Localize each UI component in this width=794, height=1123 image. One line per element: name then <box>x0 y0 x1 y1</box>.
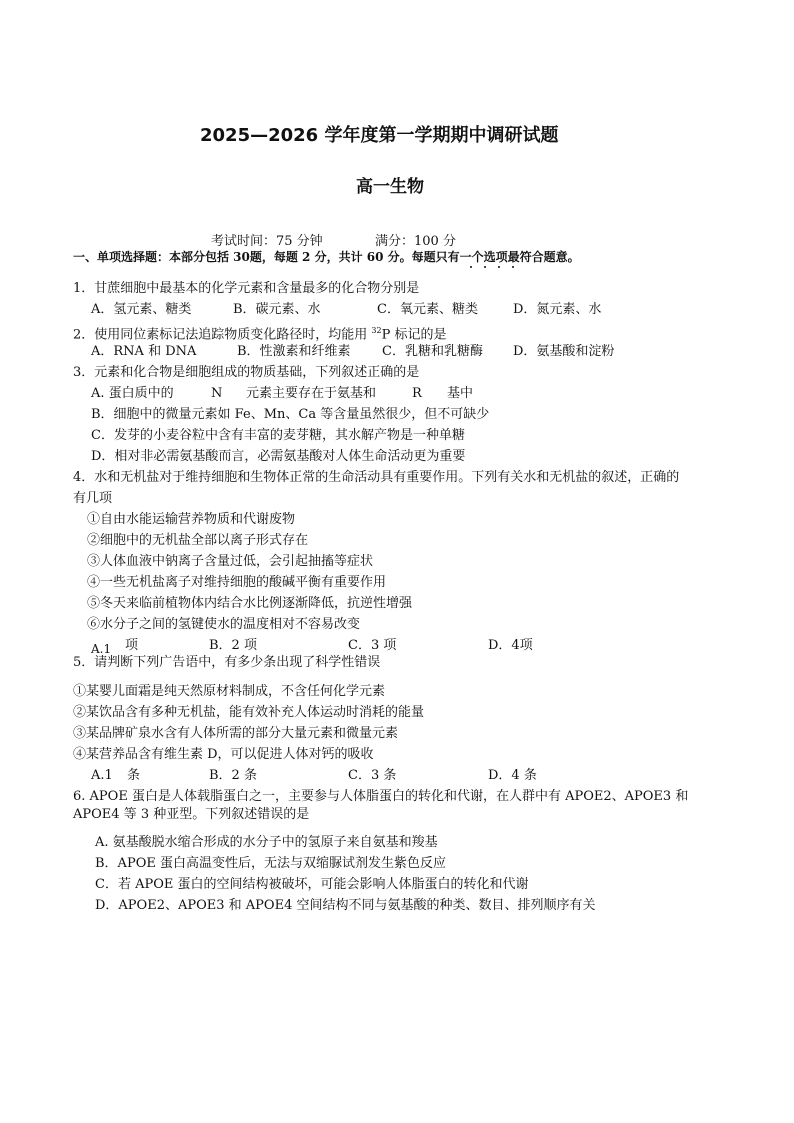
q3-option-a-part3: 元素主要存在于氨基和 <box>246 386 377 401</box>
q6-stem-line1: 6. APOE 蛋白是人体载脂蛋白之一，主要参与人体脂蛋白的转化和代谢，在人群中有 APOE2、APOE3 和 <box>73 789 689 804</box>
q4-item-5: ⑤冬天来临前植物体内结合水比例逐渐降低，抗逆性增强 <box>87 596 413 611</box>
subject-title: 高一生物 <box>356 177 424 197</box>
q2-option-a: A．RNA 和 DNA <box>91 344 197 359</box>
q4-item-3: ③人体血液中钠离子含量过低，会引起抽搐等症状 <box>87 554 374 569</box>
q1-option-d: D．氮元素、水 <box>513 302 602 317</box>
q4-item-1: ①自由水能运输营养物质和代谢废物 <box>87 512 296 527</box>
emphasis-dots <box>470 266 520 270</box>
q3-option-a-part1: A. 蛋白质中的 <box>91 386 174 401</box>
q6-stem-line2: APOE4 等 3 种亚型。下列叙述错误的是 <box>73 807 310 822</box>
q5-item-4: ④某营养品含有维生素 D，可以促进人体对钙的吸收 <box>73 747 374 762</box>
q6-option-d: D．APOE2、APOE3 和 APOE4 空间结构不同与氨基酸的种类、数目、排列顺序有关 <box>95 898 596 913</box>
q5-option-a-number: A.1 <box>91 768 113 783</box>
q5-item-2: ②某饮品含有多种无机盐，能有效补充人体运动时消耗的能量 <box>73 705 425 720</box>
q4-stem-line1: 4．水和无机盐对于维持细胞和生物体正常的生命活动具有重要作用。下列有关水和无机盐的叙述，正确的 <box>73 470 680 485</box>
q2-option-d: D．氨基酸和淀粉 <box>513 344 615 359</box>
q3-option-d: D．相对非必需氨基酸而言，必需氨基酸对人体生命活动更为重要 <box>91 449 466 464</box>
exam-time: 考试时间：75 分钟 <box>211 234 323 249</box>
q4-option-a-number: A.1 <box>91 642 112 656</box>
q4-option-c: C．3 项 <box>348 638 397 653</box>
q2-isotope-mass: 32 <box>371 326 382 335</box>
q2-option-c: C．乳糖和乳糖酶 <box>382 344 483 359</box>
section-instruction-emphasis: 一个 <box>459 250 484 264</box>
q3-option-a-part2: N <box>211 386 223 401</box>
q5-item-3: ③某品牌矿泉水含有人体所需的部分大量元素和微量元素 <box>73 726 399 741</box>
q3-option-c: C．发芽的小麦谷粒中含有丰富的麦芽糖，其水解产物是一种单糖 <box>91 428 465 443</box>
q1-stem: 1．甘蔗细胞中最基本的化学元素和含量最多的化合物分别是 <box>73 281 420 296</box>
q4-item-2: ②细胞中的无机盐全部以离子形式存在 <box>87 533 309 548</box>
exam-title: 2025—2026 学年度第一学期期中调研试题 <box>200 125 559 146</box>
q2-stem-part1: 2．使用同位素标记法追踪物质变化路径时，均能用 <box>73 327 372 343</box>
q4-option-d: D．4项 <box>488 638 533 653</box>
q2-stem-part2: P 标记的是 <box>381 327 447 343</box>
q3-option-a-part5: 基中 <box>447 386 474 401</box>
section-instruction-part1: 一、单项选择题：本部分包括 30题，每题 2 分，共计 60 分。每题只有 <box>73 250 460 264</box>
q1-option-b: B．碳元素、水 <box>233 302 321 317</box>
q5-option-d: D．4 条 <box>488 768 537 783</box>
q4-item-4: ④一些无机盐离子对维持细胞的酸碱平衡有重要作用 <box>87 575 387 590</box>
q3-stem: 3．元素和化合物是细胞组成的物质基础，下列叙述正确的是 <box>73 365 420 380</box>
q5-option-a-unit: 条 <box>127 768 141 783</box>
section-instruction <box>73 248 580 266</box>
q4-stem-line2: 有几项 <box>73 491 113 506</box>
q6-option-b: B．APOE 蛋白高温变性后，无法与双缩脲试剂发生紫色反应 <box>95 856 446 871</box>
q5-item-1: ①某婴儿面霜是纯天然原材料制成，不含任何化学元素 <box>73 684 386 699</box>
q5-option-c: C．3 条 <box>348 768 397 783</box>
section-instruction-part2: 选项最符合题意。 <box>483 250 580 264</box>
q3-option-a-part4: R <box>412 386 422 401</box>
q4-item-6: ⑥水分子之间的氢键使水的温度相对不容易改变 <box>87 617 361 632</box>
full-score: 满分：100 分 <box>375 234 456 249</box>
q2-option-b: B．性激素和纤维素 <box>237 344 351 359</box>
q4-option-b: B．2 项 <box>209 638 257 653</box>
q3-option-b: B．细胞中的微量元素如 Fe、Mn、Ca 等含量虽然很少，但不可缺少 <box>91 407 490 422</box>
q6-option-a: A. 氨基酸脱水缩合形成的水分子中的氢原子来自氨基和羧基 <box>95 835 438 850</box>
q5-option-b: B．2 条 <box>209 768 257 783</box>
q4-option-a-unit: 项 <box>125 638 139 653</box>
q1-option-c: C．氧元素、糖类 <box>377 302 478 317</box>
q5-stem: 5．请判断下列广告语中，有多少条出现了科学性错误 <box>73 655 381 670</box>
q2-stem <box>73 322 446 344</box>
q6-option-c: C．若 APOE 蛋白的空间结构被破坏，可能会影响人体脂蛋白的转化和代谢 <box>95 877 529 892</box>
q1-option-a: A．氢元素、糖类 <box>91 302 192 317</box>
